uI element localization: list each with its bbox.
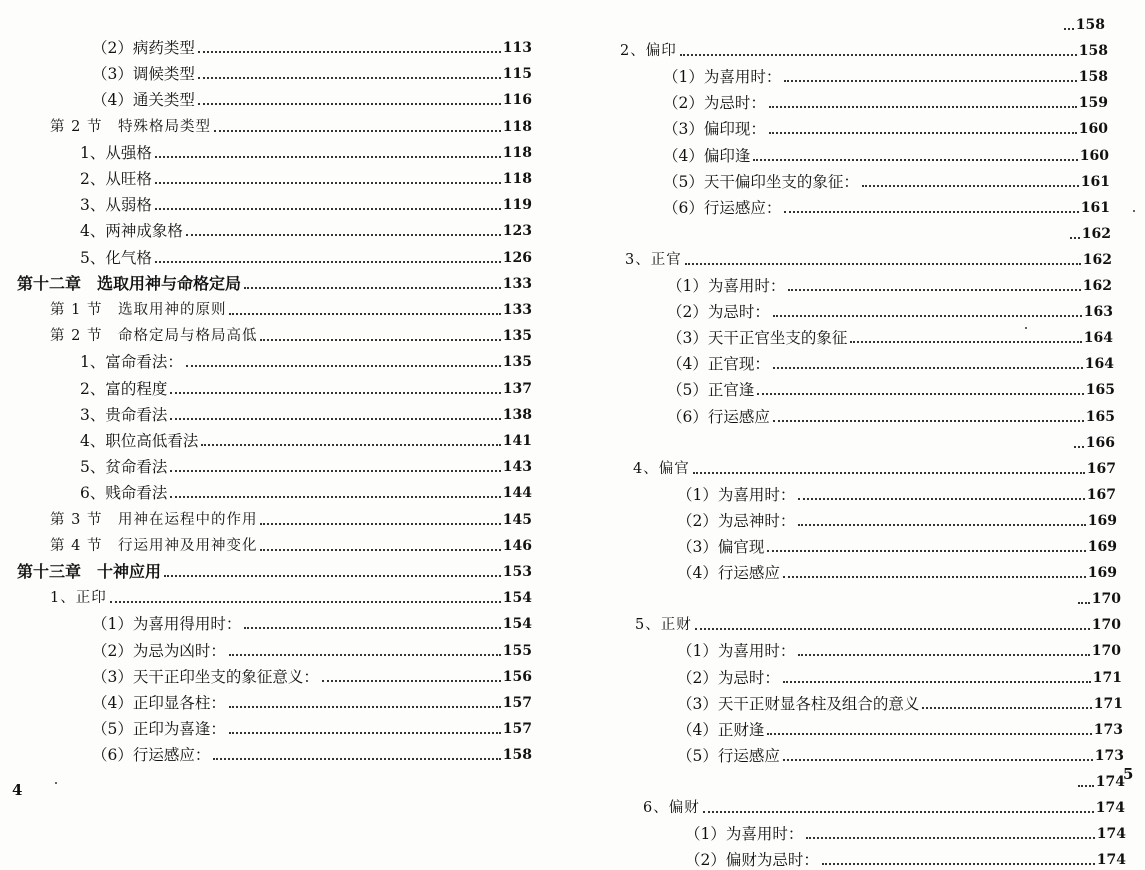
dot-leader — [1070, 237, 1080, 239]
toc-entry-page: 159 — [1078, 95, 1108, 112]
toc-entry-page: 133 — [502, 275, 532, 292]
toc-entry-page: 165 — [1085, 408, 1115, 425]
toc-entry-title: （3）偏官现 — [677, 538, 765, 556]
toc-entry — [635, 613, 1121, 635]
dot-leader — [862, 185, 1079, 187]
dot-leader — [110, 601, 501, 603]
toc-entry-title: （1）为喜用时： — [663, 68, 782, 87]
toc-entry — [92, 691, 532, 713]
toc-entry-page: 174 — [1096, 826, 1126, 843]
toc-entry-page: 161 — [1080, 173, 1110, 190]
toc-entry — [625, 248, 1112, 270]
toc-entry-title: （6）行运感应： — [92, 746, 211, 765]
toc-entry-page: 144 — [502, 485, 532, 502]
toc-entry — [92, 717, 532, 739]
toc-entry — [1075, 222, 1111, 244]
toc-entry-title: （2）为忌神时： — [677, 511, 796, 530]
dot-leader — [229, 732, 501, 734]
toc-entry-title: 4、职位高低看法 — [80, 432, 199, 450]
toc-entry — [80, 429, 532, 451]
dot-leader — [260, 523, 500, 525]
toc-entry-page: 158 — [1075, 17, 1105, 33]
toc-entry-page: 138 — [502, 406, 532, 423]
toc-entry-page: 174 — [1095, 773, 1125, 790]
toc-entry-title: （4）正印显各柱： — [92, 694, 226, 712]
dot-leader — [244, 287, 501, 289]
dot-leader — [186, 365, 501, 367]
toc-entry-title: 6、贱命看法 — [80, 484, 168, 503]
toc-entry — [667, 378, 1115, 400]
dot-leader — [783, 681, 1091, 683]
dot-leader — [155, 261, 501, 263]
toc-entry — [50, 298, 532, 320]
dot-leader — [806, 837, 1094, 839]
toc-entry-title: （5）行运感应 — [677, 746, 780, 765]
toc-entry-page: 158 — [1078, 69, 1108, 86]
toc-entry — [80, 141, 532, 163]
toc-entry-title: 6、偏财 — [643, 800, 700, 816]
toc-entry — [663, 170, 1110, 192]
dot-leader — [773, 420, 1084, 422]
toc-entry — [1075, 431, 1115, 453]
toc-entry-page: 161 — [1080, 199, 1110, 216]
dot-leader — [170, 470, 500, 472]
toc-entry-page: 171 — [1092, 669, 1122, 686]
toc-entry-page: 118 — [502, 171, 532, 187]
toc-entry — [677, 509, 1117, 531]
toc-entry — [677, 744, 1124, 766]
dot-leader — [155, 182, 501, 184]
dot-leader — [788, 289, 1080, 291]
toc-entry — [663, 65, 1108, 87]
toc-entry-page: 164 — [1084, 356, 1114, 373]
toc-entry-page: 157 — [502, 721, 532, 738]
toc-entry — [663, 117, 1108, 139]
toc-entry-page: 162 — [1082, 251, 1112, 268]
toc-entry — [17, 560, 532, 582]
toc-entry — [80, 219, 532, 241]
toc-entry-page: 158 — [502, 747, 532, 764]
scan-speck — [1025, 327, 1027, 329]
toc-entry-title: 1、从强格 — [80, 143, 152, 162]
toc-entry-title: （1）为喜用得用时： — [92, 615, 242, 634]
toc-entry-page: 119 — [502, 197, 532, 214]
toc-entry-page: 160 — [1079, 147, 1109, 164]
toc-entry — [92, 62, 532, 84]
toc-entry — [685, 822, 1126, 844]
toc-entry-title: 第 2 节 命格定局与格局高低 — [50, 328, 258, 345]
toc-entry-page: 118 — [502, 144, 532, 161]
dot-leader — [1078, 785, 1094, 787]
toc-entry-title: （4）正官现： — [667, 355, 770, 374]
toc-entry-page: 158 — [1078, 43, 1108, 60]
toc-entry-title: （5）正官逢 — [667, 381, 755, 400]
toc-entry — [663, 196, 1110, 218]
toc-entry-title: （1）为喜用时： — [677, 485, 796, 504]
toc-entry-title: （1）为喜用时： — [667, 277, 786, 295]
toc-entry-page: 169 — [1087, 539, 1117, 555]
dot-leader — [213, 758, 500, 760]
toc-entry — [667, 326, 1113, 348]
toc-entry-title: （4）行运感应 — [677, 564, 780, 583]
dot-leader — [229, 654, 501, 656]
toc-entry-title: 2、偏印 — [620, 43, 677, 60]
dot-leader — [703, 811, 1094, 813]
toc-entry — [667, 274, 1112, 296]
toc-entry-page: 137 — [502, 380, 532, 397]
toc-entry — [17, 272, 532, 294]
dot-leader — [1078, 602, 1090, 604]
toc-entry-title: （3）天干正印坐支的象征意义： — [92, 667, 319, 686]
right-page — [585, 0, 1145, 870]
toc-entry-page: 173 — [1094, 747, 1124, 764]
toc-entry-page: 169 — [1087, 565, 1117, 582]
dot-leader — [798, 524, 1085, 526]
toc-entry-title: 第 1 节 选取用神的原则 — [50, 302, 227, 318]
toc-entry-title: 第十二章 选取用神与命格定局 — [17, 273, 242, 293]
page-number-right: 5 — [1123, 765, 1134, 783]
toc-entry-page: 156 — [502, 668, 532, 685]
dot-leader — [170, 392, 500, 394]
toc-entry-page: 141 — [502, 433, 532, 449]
toc-entry-title: 第 4 节 行运用神及用神变化 — [50, 537, 258, 554]
toc-entry — [1075, 13, 1105, 35]
toc-entry-title: 3、从弱格 — [80, 196, 152, 215]
toc-entry-title: （2）为忌时： — [663, 94, 766, 113]
dot-leader — [201, 444, 500, 446]
toc-entry-title: （2）病药类型 — [92, 39, 195, 57]
dot-leader — [784, 211, 1078, 213]
toc-entry — [633, 457, 1116, 479]
toc-entry-page: 115 — [502, 66, 532, 83]
dot-leader — [198, 77, 501, 79]
toc-entry-page: 146 — [502, 537, 532, 554]
toc-entry-page: 154 — [502, 590, 532, 607]
toc-entry-title: 1、富命看法： — [80, 353, 183, 372]
dot-leader — [695, 628, 1090, 630]
toc-entry-title: 1、正印 — [50, 590, 107, 607]
toc-entry-page: 173 — [1093, 721, 1123, 738]
toc-entry — [677, 718, 1123, 740]
toc-entry-title: （4）通关类型 — [92, 91, 195, 110]
toc-entry-title: （5）正印为喜逢： — [92, 720, 226, 739]
dot-leader — [783, 576, 1086, 578]
dot-leader — [784, 80, 1076, 82]
toc-entry — [92, 36, 532, 58]
toc-entry-title: 2、从旺格 — [80, 170, 152, 188]
toc-entry-title: （6）行运感应 — [667, 407, 770, 426]
toc-entry-title: （2）为忌时： — [677, 668, 780, 687]
toc-entry — [663, 91, 1108, 113]
dot-leader — [229, 313, 500, 315]
page-number-left: 4 — [12, 781, 23, 799]
toc-entry-title: 第十三章 十神应用 — [17, 562, 162, 581]
toc-entry — [1075, 770, 1125, 792]
toc-entry — [50, 115, 532, 137]
dot-leader — [753, 159, 1077, 161]
dot-leader — [1064, 28, 1074, 30]
dot-leader — [260, 549, 500, 551]
toc-entry — [80, 246, 532, 268]
dot-leader — [757, 393, 1083, 395]
toc-entry-title: （4）正财逢 — [677, 720, 765, 739]
toc-entry-page: 153 — [502, 564, 532, 580]
dot-leader — [214, 130, 501, 132]
toc-entry — [677, 561, 1117, 583]
toc-entry-title: （6）行运感应： — [663, 198, 782, 217]
toc-entry-title: （3）调候类型 — [92, 65, 195, 84]
dot-leader — [773, 315, 1082, 317]
toc-entry-page: 166 — [1085, 434, 1115, 451]
toc-entry-page: 118 — [502, 118, 532, 135]
toc-entry — [677, 692, 1123, 714]
toc-entry-title: 第 2 节 特殊格局类型 — [50, 118, 211, 135]
toc-entry-page: 170 — [1091, 591, 1121, 608]
dot-leader — [170, 496, 500, 498]
dot-leader — [260, 339, 500, 341]
dot-leader — [769, 132, 1077, 134]
dot-leader — [164, 575, 501, 577]
left-page — [0, 0, 560, 809]
toc-entry-page: 170 — [1091, 617, 1121, 634]
dot-leader — [244, 627, 500, 629]
dot-leader — [186, 234, 501, 236]
toc-entry — [80, 350, 532, 372]
toc-entry-page: 167 — [1086, 486, 1116, 503]
toc-entry — [92, 612, 532, 634]
toc-entry-page: 163 — [1083, 304, 1113, 321]
toc-entry-page: 160 — [1078, 121, 1108, 138]
dot-leader — [922, 707, 1091, 709]
toc-entry-title: 4、两神成象格 — [80, 222, 183, 241]
dot-leader — [170, 418, 500, 420]
right-toc-list — [585, 0, 1145, 870]
toc-entry-page: 123 — [502, 223, 532, 240]
toc-entry-title: 5、正财 — [635, 617, 692, 634]
toc-entry — [685, 848, 1126, 870]
dot-leader — [769, 106, 1077, 108]
toc-entry-page: 126 — [502, 249, 532, 266]
toc-entry — [1075, 587, 1121, 609]
toc-entry — [92, 639, 532, 661]
dot-leader — [229, 706, 501, 708]
dot-leader — [155, 156, 501, 158]
toc-entry-title: （3）天干正财显各柱及组合的意义 — [677, 694, 920, 713]
toc-entry-title: 第 3 节 用神在运程中的作用 — [50, 511, 258, 528]
toc-entry — [663, 144, 1109, 166]
toc-entry-page: 116 — [502, 92, 532, 109]
toc-entry-page: 171 — [1093, 695, 1123, 712]
toc-entry — [92, 743, 532, 765]
dot-leader — [783, 759, 1093, 761]
toc-entry — [667, 405, 1115, 427]
toc-entry-page: 170 — [1091, 643, 1121, 660]
dot-leader — [680, 54, 1077, 56]
toc-entry — [50, 586, 532, 608]
toc-entry — [667, 300, 1113, 322]
left-toc-list — [0, 0, 560, 809]
toc-entry — [50, 534, 532, 556]
dot-leader — [767, 733, 1091, 735]
scan-speck — [1133, 210, 1135, 212]
toc-entry-page: 155 — [502, 642, 532, 659]
toc-entry — [80, 403, 532, 425]
toc-entry-title: （1）为喜用时： — [685, 825, 804, 844]
toc-entry-page: 169 — [1087, 512, 1117, 529]
toc-entry-title: （2）为忌为凶时： — [92, 641, 226, 660]
dot-leader — [850, 341, 1081, 343]
toc-entry-title: （1）为喜用时： — [677, 642, 796, 661]
toc-entry — [92, 665, 532, 687]
dot-leader — [693, 472, 1085, 474]
dot-leader — [773, 367, 1083, 369]
toc-entry-title: （4）偏印逢 — [663, 146, 751, 165]
dot-leader — [322, 680, 501, 682]
toc-entry-title: 3、贵命看法 — [80, 405, 168, 424]
dot-leader — [798, 654, 1089, 656]
toc-entry-page: 135 — [502, 328, 532, 345]
dot-leader — [198, 103, 501, 105]
toc-entry-page: 167 — [1086, 460, 1116, 477]
toc-entry — [667, 352, 1114, 374]
toc-entry — [80, 377, 532, 399]
toc-entry-title: （2）为忌时： — [667, 303, 770, 322]
toc-entry-page: 135 — [502, 354, 532, 371]
dot-leader — [685, 263, 1081, 265]
toc-entry — [677, 666, 1122, 688]
toc-entry — [92, 88, 532, 110]
toc-entry-title: （3）偏印现： — [663, 120, 766, 139]
dot-leader — [822, 863, 1095, 865]
toc-entry-page: 165 — [1085, 382, 1115, 399]
toc-entry-page: 174 — [1096, 852, 1126, 869]
dot-leader — [767, 550, 1085, 552]
toc-entry — [80, 193, 532, 215]
toc-entry-title: 5、化气格 — [80, 248, 152, 267]
toc-entry — [50, 508, 532, 530]
dot-leader — [1074, 446, 1084, 448]
toc-entry-title: （3）天干正官坐支的象征 — [667, 329, 848, 348]
dot-leader — [798, 498, 1084, 500]
dot-leader — [198, 51, 501, 53]
toc-entry-page: 157 — [502, 695, 532, 711]
toc-entry-title: （2）偏财为忌时： — [685, 851, 819, 870]
toc-entry-title: 4、偏官 — [633, 460, 690, 477]
toc-entry-title: 2、富的程度 — [80, 379, 168, 398]
toc-entry — [80, 455, 532, 477]
toc-entry-page: 133 — [502, 302, 532, 318]
scan-speck — [55, 782, 57, 784]
toc-entry — [80, 481, 532, 503]
toc-entry-title: 3、正官 — [625, 251, 682, 268]
toc-entry-title: 5、贫命看法 — [80, 458, 168, 477]
toc-entry-page: 174 — [1095, 800, 1125, 816]
toc-entry-page: 145 — [502, 511, 532, 528]
toc-entry — [620, 39, 1108, 61]
toc-entry — [80, 167, 532, 189]
dot-leader — [155, 208, 501, 210]
toc-entry — [50, 324, 532, 346]
toc-entry-page: 162 — [1081, 225, 1111, 242]
toc-entry-page: 143 — [502, 459, 532, 476]
toc-entry — [677, 639, 1121, 661]
toc-entry-page: 164 — [1083, 330, 1113, 347]
toc-entry-page: 113 — [502, 40, 532, 56]
toc-entry — [677, 483, 1116, 505]
toc-entry-page: 162 — [1082, 278, 1112, 294]
toc-entry-page: 154 — [502, 616, 532, 633]
toc-entry — [677, 535, 1117, 557]
toc-entry-title: （5）天干偏印坐支的象征： — [663, 172, 859, 191]
toc-entry — [643, 796, 1125, 818]
